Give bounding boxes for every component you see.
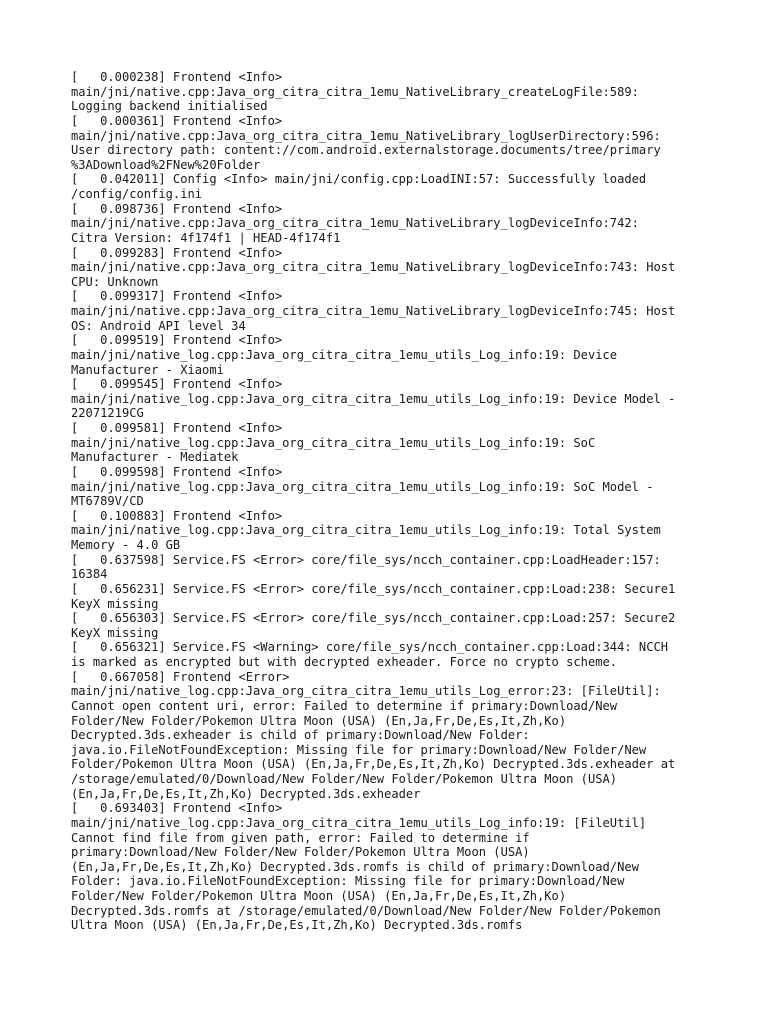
log-line: [ 0.099581] Frontend <Info> [71, 421, 283, 435]
log-line: 22071219CG [71, 406, 144, 421]
log-line: [ 0.099545] Frontend <Info> [71, 377, 283, 392]
log-line: main/jni/native_log.cpp:Java_org_citra_citra_1emu_utils_Log_error:23: [FileUtil]: [71, 684, 661, 699]
log-line: Folder/New Folder/Pokemon Ultra Moon (USA) (En,Ja,Fr,De,Es,It,Zh,Ko) [71, 713, 567, 728]
log-line: main/jni/native_log.cpp:Java_org_citra_citra_1emu_utils_Log_info:19: Device Model - [71, 391, 676, 406]
log-line: [ 0.099283] Frontend <Info> [71, 245, 283, 260]
log-document [71, 70, 711, 933]
log-line: [ 0.100883] Frontend <Info> [71, 508, 283, 523]
log-line: [ 0.656321] Service.FS <Warning> core/file_sys/ncch_container.cpp:Load:344: NCCH [71, 640, 669, 655]
log-line: main/jni/native_log.cpp:Java_org_citra_citra_1emu_utils_Log_info:19: SoC [71, 435, 596, 450]
log-line: Cannot open content uri, error: Failed to determine if primary:Download/New [71, 698, 618, 713]
log-line: Folder/New Folder/Pokemon Ultra Moon (USA) (En,Ja,Fr,De,Es,It,Zh,Ko) [71, 889, 567, 903]
log-line: Folder: java.io.FileNotFoundException: Missing file for primary:Download/New [71, 874, 625, 889]
log-line: [ 0.000238] Frontend <Info> [71, 70, 283, 84]
log-line: Decrypted.3ds.exheader is child of primary:Download/New Folder: [71, 728, 530, 743]
log-line: main/jni/native.cpp:Java_org_citra_citra_1emu_NativeLibrary_logDeviceInfo:742: [71, 216, 639, 231]
log-line: main/jni/native_log.cpp:Java_org_citra_citra_1emu_utils_Log_info:19: SoC Model - [71, 479, 654, 494]
log-line: [ 0.693403] Frontend <Info> [71, 801, 283, 816]
log-line: %3ADownload%2FNew%20Folder [71, 157, 261, 172]
log-line: /config/config.ini [71, 187, 203, 201]
log-line: [ 0.000361] Frontend <Info> [71, 113, 283, 128]
log-line: [ 0.637598] Service.FS <Error> core/file_sys/ncch_container.cpp:LoadHeader:157: [71, 552, 661, 567]
log-line: Ultra Moon (USA) (En,Ja,Fr,De,Es,It,Zh,Ko) Decrypted.3ds.romfs [71, 918, 523, 933]
log-line: java.io.FileNotFoundException: Missing file for primary:Download/New Folder/New [71, 742, 647, 757]
log-line: KeyX missing [71, 596, 159, 611]
log-line: (En,Ja,Fr,De,Es,It,Zh,Ko) Decrypted.3ds.romfs is child of primary:Download/New [71, 859, 639, 874]
log-line: Memory - 4.0 GB [71, 538, 181, 552]
log-line: User directory path: content://com.android.externalstorage.documents/tree/primary [71, 143, 661, 158]
log-line: Folder/Pokemon Ultra Moon (USA) (En,Ja,Fr,De,Es,It,Zh,Ko) Decrypted.3ds.exheader at [71, 757, 676, 772]
log-line: MT6789V/CD [71, 494, 144, 509]
log-line: is marked as encrypted but with decrypted exheader. Force no crypto scheme. [71, 655, 618, 669]
log-line: Logging backend initialised [71, 99, 268, 114]
log-line: [ 0.042011] Config <Info> main/jni/config.cpp:LoadINI:57: Successfully loaded [71, 172, 647, 187]
log-line: OS: Android API level 34 [71, 318, 246, 333]
log-line: Manufacturer - Mediatek [71, 450, 239, 465]
log-body [71, 70, 711, 933]
log-line: main/jni/native.cpp:Java_org_citra_citra_1emu_NativeLibrary_createLogFile:589: [71, 84, 639, 99]
log-line: main/jni/native.cpp:Java_org_citra_citra_1emu_NativeLibrary_logDeviceInfo:743: Host [71, 260, 676, 275]
log-line: Decrypted.3ds.romfs at /storage/emulated/0/Download/New Folder/New Folder/Pokemon [71, 903, 661, 918]
log-line: /storage/emulated/0/Download/New Folder/New Folder/Pokemon Ultra Moon (USA) [71, 772, 618, 786]
log-line: [ 0.098736] Frontend <Info> [71, 201, 283, 216]
log-line: [ 0.656231] Service.FS <Error> core/file_sys/ncch_container.cpp:Load:238: Secure1 [71, 581, 676, 596]
log-line: [ 0.099598] Frontend <Info> [71, 464, 283, 479]
log-line: [ 0.656303] Service.FS <Error> core/file_sys/ncch_container.cpp:Load:257: Secure2 [71, 611, 676, 626]
log-line: main/jni/native.cpp:Java_org_citra_citra_1emu_NativeLibrary_logUserDirectory:596: [71, 128, 661, 143]
log-line: Citra Version: 4f174f1 | HEAD-4f174f1 [71, 230, 341, 245]
log-line: Manufacturer - Xiaomi [71, 362, 224, 377]
log-line: CPU: Unknown [71, 274, 159, 289]
log-line: (En,Ja,Fr,De,Es,It,Zh,Ko) Decrypted.3ds.exheader [71, 786, 421, 801]
log-line: [ 0.667058] Frontend <Error> [71, 669, 290, 684]
log-line: KeyX missing [71, 625, 159, 640]
log-line: main/jni/native_log.cpp:Java_org_citra_citra_1emu_utils_Log_info:19: Total System [71, 523, 661, 538]
log-line: main/jni/native.cpp:Java_org_citra_citra_1emu_NativeLibrary_logDeviceInfo:745: Host [71, 304, 676, 318]
log-line: Cannot find file from given path, error: Failed to determine if [71, 830, 530, 845]
log-line: main/jni/native_log.cpp:Java_org_citra_citra_1emu_utils_Log_info:19: [FileUtil] [71, 815, 647, 830]
log-line: 16384 [71, 567, 108, 582]
log-line: main/jni/native_log.cpp:Java_org_citra_citra_1emu_utils_Log_info:19: Device [71, 347, 618, 362]
log-line: [ 0.099519] Frontend <Info> [71, 333, 283, 348]
log-line: [ 0.099317] Frontend <Info> [71, 289, 283, 304]
log-line: primary:Download/New Folder/New Folder/Pokemon Ultra Moon (USA) [71, 845, 530, 860]
